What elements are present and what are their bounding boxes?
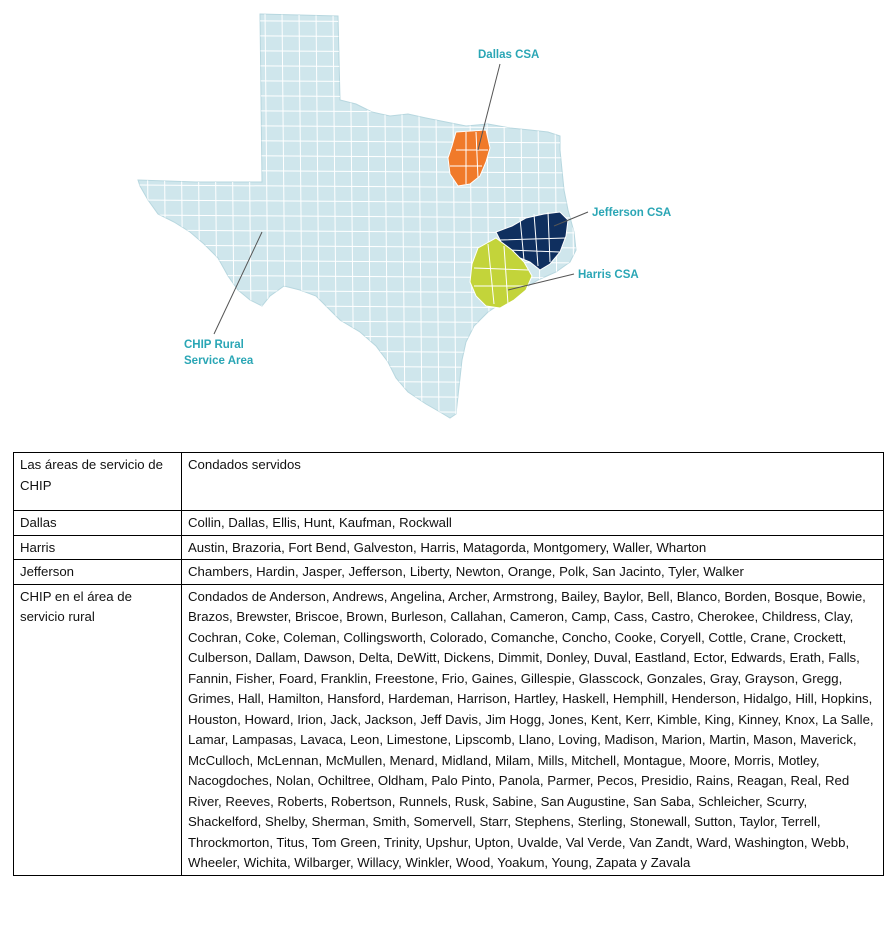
county-line: [130, 80, 590, 83]
harris-csa-label: Harris CSA: [578, 269, 639, 281]
table-row: [14, 511, 884, 536]
texas-service-area-map: [0, 0, 890, 440]
counties-cell: Austin, Brazoria, Fort Bend, Galveston, Harris, Matagorda, Montgomery, Waller, Wharton: [182, 535, 884, 560]
county-line: [130, 380, 590, 383]
header-area-cell: Las áreas de servicio de CHIP: [14, 453, 182, 511]
area-cell: Dallas: [14, 511, 182, 536]
county-line: [130, 335, 590, 338]
county-line: [130, 410, 590, 413]
header-counties-cell: Condados servidos: [182, 453, 884, 511]
rural-service-area-label-line1: CHIP Rural: [184, 339, 244, 351]
area-cell: Jefferson: [14, 560, 182, 585]
area-cell: CHIP en el área de servicio rural: [14, 584, 182, 875]
counties-cell: Condados de Anderson, Andrews, Angelina, Archer, Armstrong, Bailey, Baylor, Bell, Blanco, Borden, Bosque, Bowie, Brazos, Brewster, Briscoe, Brown, Burleson, Callahan, Cameron, Camp, Cass, Castro, Cherokee, Childress, Clay, Cochran, Coke, Coleman, Collingsworth, Colorado, Comanche, Concho, Cooke, Coryell, Cottle, Crane, Crockett, Culberson, Dallam, Dawson, Delta, DeWitt, Dickens, Dimmit, Donley, Duval, Eastland, Ector, Edwards, Erath, Falls, Fannin, Fisher, Foard, Franklin, Freestone, Frio, Gaines, Gillespie, Glasscock, Gonzales, Gray, Grayson, Gregg, Grimes, Hall, Hamilton, Hansford, Hardeman, Harrison, Hartley, Haskell, Hemphill, Henderson, Hidalgo, Hill, Hopkins, Houston, Howard, Irion, Jack, Jackson, Jeff Davis, Jim Hogg, Jones, Kent, Kerr, Kimble, King, Kinney, Knox, La Salle, Lamar, Lampasas, Lavaca, Leon, Limestone, Lipscomb, Llano, Loving, Madison, Marion, Martin, Mason, Maverick, McCulloch, McLennan, McMullen, Menard, Midland, Milam, Mills, Mitchell, Montague, Moore, Morris, Motley, Nacogdoches, Nolan, Ochiltree, Oldham, Palo Pinto, Panola, Parmer, Pecos, Presidio, Rains, Reagan, Real, Red River, Reeves, Roberts, Robertson, Runnels, Rusk, Sabine, San Augustine, San Saba, Schleicher, Scurry, Shackelford, Shelby, Sherman, Smith, Somervell, Starr, Stephens, Sterling, Stonewall, Sutton, Taylor, Terrell, Throckmorton, Titus, Tom Green, Trinity, Upshur, Upton, Uvalde, Val Verde, Van Zandt, Ward, Washington, Webb, Wheeler, Wichita, Wilbarger, Willacy, Winkler, Wood, Yoakum, Young, Zapata y Zavala: [182, 584, 884, 875]
table-row: [14, 584, 884, 875]
county-line: [130, 65, 590, 68]
counties-cell: Collin, Dallas, Ellis, Hunt, Kaufman, Rockwall: [182, 511, 884, 536]
county-line: [130, 95, 590, 98]
service-area-table: [13, 452, 884, 876]
jefferson-csa-label: Jefferson CSA: [592, 207, 672, 219]
county-line: [130, 395, 590, 398]
rural-service-area-label-line2: Service Area: [184, 355, 254, 367]
service-area-table-container: [13, 452, 883, 876]
county-line: [130, 20, 590, 23]
county-line: [130, 35, 590, 38]
dallas-csa-label: Dallas CSA: [478, 49, 540, 61]
county-line: [146, 10, 150, 420]
counties-cell: Chambers, Hardin, Jasper, Jefferson, Liberty, Newton, Orange, Polk, San Jacinto, Tyler, Walker: [182, 560, 884, 585]
table-row: [14, 560, 884, 585]
table-header-row: [14, 453, 884, 511]
county-line: [571, 10, 575, 420]
table-row: [14, 535, 884, 560]
area-cell: Harris: [14, 535, 182, 560]
